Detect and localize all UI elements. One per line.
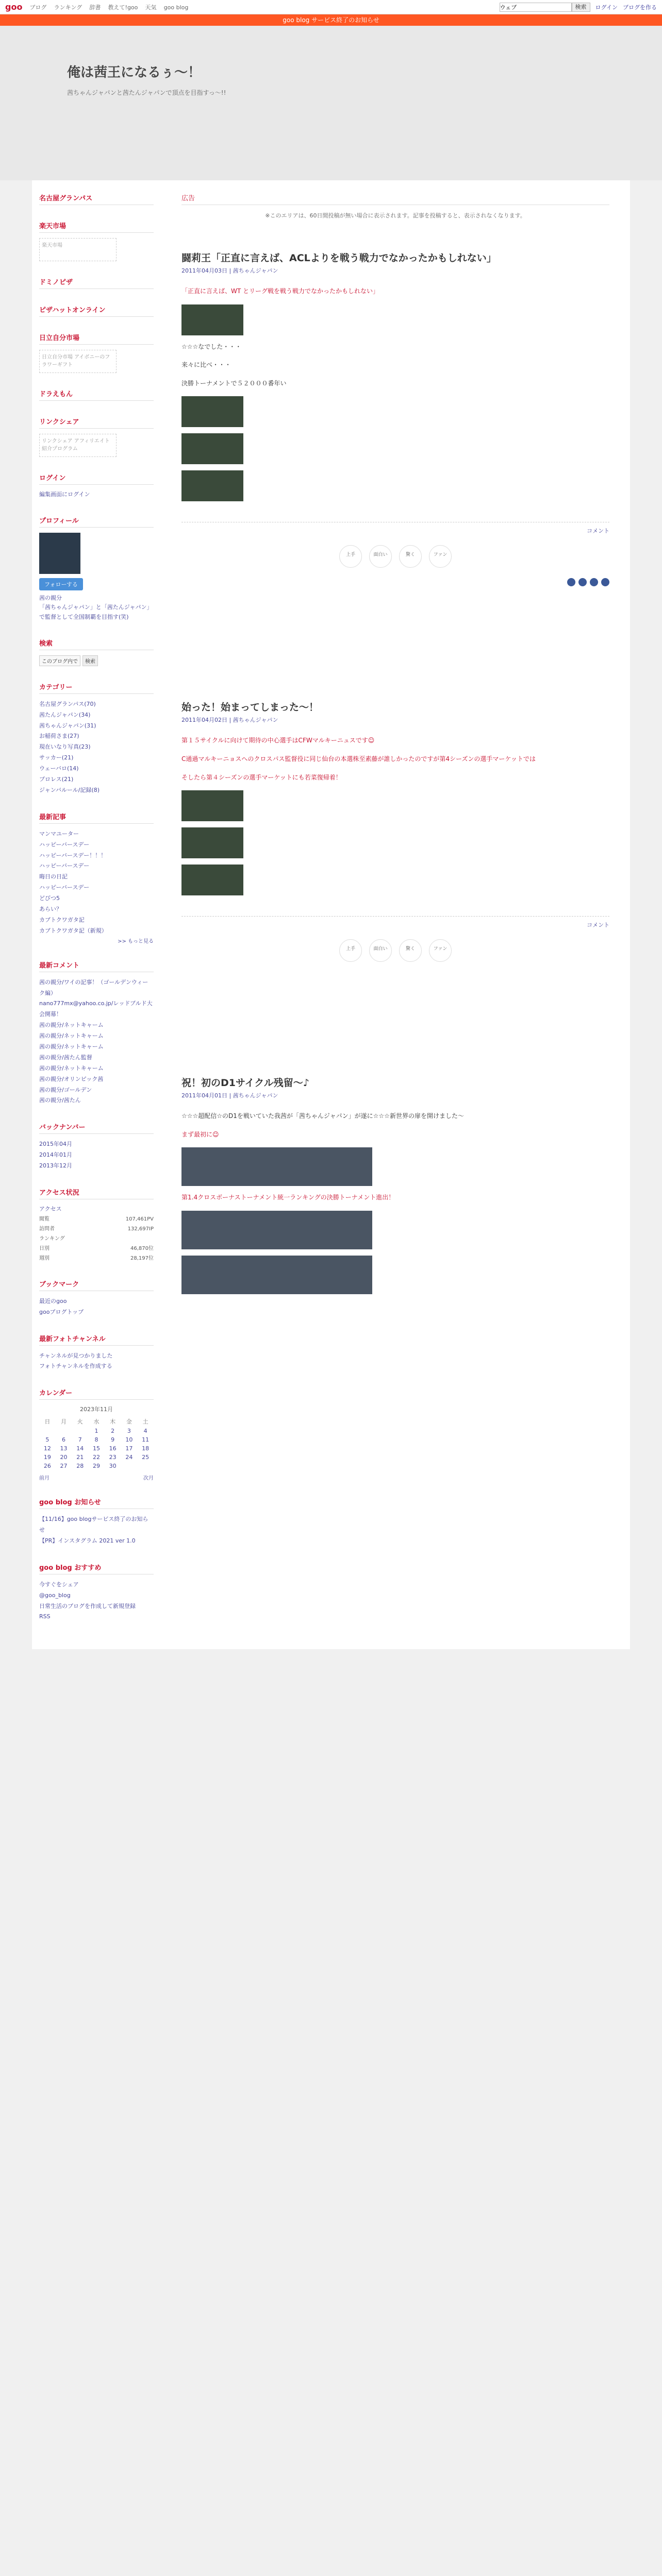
calendar-day [121,1462,138,1470]
post-image-row [181,1256,609,1294]
access-label: アクセス [39,1206,62,1213]
goo-recommend-item[interactable]: 今すぐをシェア [39,1581,79,1588]
follow-button[interactable]: フォローする [39,578,83,590]
top-nav-item[interactable]: 辞書 [89,4,101,11]
post-body [181,735,609,895]
calendar-day: 7 [78,1436,82,1444]
stat-value: 107,461PV [125,1216,154,1222]
recent-post-item[interactable]: 晦日の日記 [39,873,68,880]
next-month-link[interactable]: 次月 [143,1476,154,1482]
comment-item[interactable]: 茜の親分/ネットキャーム [39,1032,104,1040]
calendar-day: 9 [111,1436,115,1444]
share-buttons [181,578,609,586]
calendar-section [39,1387,154,1481]
stats-row [39,1224,154,1234]
post-image[interactable] [181,827,243,858]
reaction-button[interactable]: 驚く [399,545,422,568]
section-title: ドラえもん [39,388,154,401]
recent-post-item[interactable]: ハッピーバースデー [39,884,90,891]
calendar-day: 8 [94,1436,98,1444]
bookmark-item[interactable]: gooブログトップ [39,1308,84,1315]
bookmark-list [39,1296,154,1318]
recent-post-item[interactable]: カブトクワガタ記（新規） [39,927,107,934]
post-image[interactable] [181,396,243,427]
category-list [39,699,154,796]
section-title: ピザハットオンライン [39,304,154,317]
dora-section [39,388,154,401]
search-section [39,638,154,666]
share-facebook-icon[interactable] [578,578,587,586]
reaction-button[interactable]: ファン [429,939,452,962]
reaction-button[interactable]: 驚く [399,939,422,962]
post-paragraph: まず最初に☺ [181,1130,219,1138]
stat-key: ランキング [39,1235,65,1242]
category-item[interactable]: 名古屋グランパス(70) [39,700,96,707]
recent-posts-section [39,811,154,944]
comment-item[interactable]: 茜の親分/茜たん [39,1097,81,1104]
access-section [39,1187,154,1263]
weekday: 金 [126,1418,132,1426]
post-paragraph: 来々に比べ・・・ [181,361,231,369]
goo-notice-item[interactable]: 【11/16】goo blogサービス終了のお知らせ [39,1516,148,1534]
top-nav-item[interactable]: ブログ [29,4,47,11]
reaction-button[interactable]: 上手 [339,545,362,568]
section-title: 検索 [39,638,154,650]
calendar-day: 30 [109,1463,117,1470]
calendar-day: 29 [92,1463,100,1470]
calendar-day [56,1427,72,1435]
category-item[interactable]: ジャンバルール/記録(8) [39,786,100,793]
calendar-day: 15 [92,1445,100,1452]
post-footer [181,916,609,929]
calendar-day: 21 [76,1454,84,1461]
recent-comments-section [39,960,154,1107]
domino-section [39,277,154,289]
blog-search [39,655,154,666]
category-item[interactable]: プロレス(21) [39,775,74,783]
stat-value: 46,870位 [130,1245,154,1251]
content-wrapper [32,180,630,1649]
profile-section [39,515,154,622]
backnumber-list [39,1139,154,1172]
blog-post [181,1075,609,1294]
post-image-row [181,1147,609,1186]
top-search [500,3,590,12]
post-image-row [181,304,609,335]
post-image-row [181,827,609,858]
calendar-day: 17 [125,1445,133,1452]
section-title: 名古屋グランパス [39,193,154,205]
recent-post-item[interactable]: ハッピーバースデー [39,862,90,870]
photo-list [39,1351,154,1372]
recent-post-item[interactable]: あらい？ [39,906,62,912]
stats-row [39,1244,154,1253]
post-image-row [181,790,609,821]
recent-post-item[interactable]: マンマユーター [39,830,79,837]
photo-item: チャンネルが見つかりました [39,1352,113,1359]
category-item[interactable]: 茜ちゃんジャパン(31) [39,722,96,729]
calendar-day [39,1427,56,1435]
calendar-table [39,1416,154,1470]
post-image[interactable] [181,1256,372,1294]
bookmark-section [39,1279,154,1318]
section-title: カテゴリー [39,682,154,694]
reaction-button[interactable]: 上手 [339,939,362,962]
calendar-day: 2 [111,1428,115,1435]
post-image-row [181,433,609,464]
post-paragraph: C通過マルキーニョスへのクロスパス監督役に同じ仙台の本選株至素藤が誰しかったのですが第4シーズンの選手マーケットでは [181,755,536,762]
bookmark-item[interactable]: 最近のgoo [39,1297,67,1304]
post-image-row [181,1211,609,1249]
sidebar [32,180,161,1649]
stat-value: 28,197位 [130,1255,154,1261]
post-paragraph: ☆☆☆なでした・・・ [181,343,242,350]
section-title: 日立自分市場 [39,332,154,345]
stats-row [39,1214,154,1224]
calendar-day: 25 [142,1454,150,1461]
section-title: バックナンバー [39,1122,154,1134]
photo-section [39,1333,154,1372]
calendar-day: 16 [109,1445,117,1452]
calendar-day: 10 [125,1436,133,1444]
share-x-icon[interactable] [567,578,575,586]
main-content [161,180,630,1649]
post-image[interactable] [181,865,243,895]
weekday: 火 [77,1418,83,1426]
stat-key: 週別 [39,1255,49,1261]
category-item[interactable]: サッカー(21) [39,754,74,761]
post-image[interactable] [181,1211,372,1249]
calendar-day: 23 [109,1454,117,1461]
category-item[interactable]: お稲荷さま(27) [39,733,79,740]
nissin-section [39,332,154,373]
post-footer [181,522,609,535]
calendar-month: 2023年11月 [80,1406,113,1413]
top-nav-item[interactable]: goo blog [163,4,189,11]
stats-row [39,1234,154,1244]
blog-post [181,700,609,962]
create-blog-link[interactable]: ブログを作る [623,4,657,11]
profile-name[interactable]: 茜の親分 [39,594,62,601]
comment-item[interactable]: 茜の親分/ネットキャーム [39,1043,104,1050]
stat-key: 日別 [39,1245,49,1251]
calendar-day: 28 [76,1463,84,1470]
calendar-day [137,1462,154,1470]
rss-link[interactable]: RSS [39,1613,51,1620]
backnumber-item[interactable]: 2013年12月 [39,1162,72,1170]
comment-item[interactable]: 茜の親分/ネットキャーム [39,1022,104,1029]
post-image[interactable] [181,790,243,821]
goo-notice-item[interactable]: 【PR】インスタグラム 2021 ver 1.0 [39,1537,136,1545]
post-image-row [181,865,609,895]
comment-item[interactable]: 茜の親分/オリンピック茜 [39,1075,104,1082]
section-title: リンクシェア [39,416,154,429]
top-nav-item[interactable]: 天気 [145,4,157,11]
section-title: goo blog お知らせ [39,1497,154,1509]
recent-post-item[interactable]: どびつ5 [39,895,60,902]
weekday: 土 [142,1418,148,1426]
calendar-day: 27 [60,1463,68,1470]
comment-item[interactable]: 茜の親分/ゴールデン [39,1086,92,1093]
ad-title: 広告 [181,193,609,205]
post-image-row [181,396,609,427]
category-item[interactable]: 茜たんジャパン(34) [39,711,91,718]
calendar-day: 3 [127,1428,131,1435]
blog-post [181,250,609,586]
category-section [39,682,154,796]
blog-description: 茜ちゃんジャパンと茜たんジャパンで頂点を目指すっ〜!! [67,89,226,96]
grampus-section [39,193,154,205]
recent-post-item[interactable]: ハッピーバースデー！！！ [39,852,107,859]
linkshare-section [39,416,154,457]
search-button[interactable]: 検索 [82,655,98,666]
section-title: 最新記事 [39,811,154,824]
share-hatena-icon[interactable] [590,578,598,586]
post-image[interactable] [181,1147,372,1186]
section-title: ログイン [39,472,154,485]
post-title[interactable]: 始った！始まってしまった〜！ [181,702,319,714]
backnumber-section [39,1122,154,1172]
backnumber-item[interactable]: 2014年01月 [39,1151,72,1159]
prev-month-link[interactable]: 前月 [39,1476,49,1482]
goo-recommend-item[interactable]: @goo_blog [39,1591,71,1599]
top-nav-item[interactable]: ランキング [54,4,82,11]
reaction-button[interactable]: 面白い [369,545,392,568]
reaction-buttons [181,939,609,962]
post-paragraph: 決勝トーナメントで５２０００番年い [181,379,287,387]
post-paragraph: そしたら第４シーズンの選手マーケットにも若菜復帰着！ [181,773,342,781]
recent-post-list [39,829,154,937]
more-link[interactable]: >> もっと見る [118,938,154,944]
weekday: 月 [61,1418,67,1426]
section-title: goo blog おすすめ [39,1562,154,1574]
calendar-day: 20 [60,1454,68,1461]
login-link[interactable]: ログイン [595,4,618,11]
comment-link[interactable]: コメント [587,922,609,929]
calendar-day: 1 [94,1428,98,1435]
pizzahut-section [39,304,154,317]
post-paragraph: ☆☆☆超配信☆のD1を戦いていた我茜が「茜ちゃんジャパン」が遂に☆☆☆新世界の扉を開けました〜 [181,1112,464,1120]
calendar-nav [39,1473,154,1481]
goo-recommend-list [39,1580,154,1612]
post-body [181,1111,609,1294]
post-body [181,286,609,501]
weekday: 水 [93,1418,100,1426]
calendar-day: 22 [92,1454,100,1461]
post-paragraph: 「正直に言えば、WT とリーグ戦を戦う戦力でなかったかもしれない」 [181,287,379,295]
post-meta[interactable]: 2011年04月03日 | 茜ちゃんジャパン [181,267,278,274]
backnumber-item[interactable]: 2015年04月 [39,1141,72,1148]
profile-avatar[interactable] [39,533,80,574]
weekday: 木 [110,1418,116,1426]
recent-post-item[interactable]: カブトクワガタ記 [39,916,85,923]
recent-post-item[interactable]: ハッピーバースデー [39,841,90,848]
top-search-input[interactable] [500,3,572,12]
search-scope-select[interactable]: このブログ内で [39,655,80,666]
calendar-day: 6 [62,1436,66,1444]
post-paragraph: 第1.4クロスボーナストーナメント統一ランキングの決勝トーナメント進出！ [181,1194,395,1201]
service-end-notice[interactable]: goo blog サービス終了のお知らせ [0,14,662,26]
goo-notice-section [39,1497,154,1547]
reaction-button[interactable]: 面白い [369,939,392,962]
post-title[interactable]: 闘莉王「正直に言えば、ACLよりを戦う戦力でなかったかもしれない」 [181,252,496,264]
top-search-button[interactable]: 検索 [572,3,590,12]
comment-link[interactable]: コメント [587,528,609,535]
nissin-banner[interactable]: 日立自分市場 アイボニーのフラワーギフト [39,350,117,373]
rakuten-section [39,221,154,261]
calendar-day: 4 [143,1428,147,1435]
section-title: プロフィール [39,515,154,528]
reaction-button[interactable]: ファン [429,545,452,568]
section-title: 最新コメント [39,960,154,972]
calendar-day: 24 [125,1454,133,1461]
top-bar [0,0,662,14]
linkshare-banner[interactable]: リンクシェア アフィリエイト紹介プログラム [39,434,117,457]
comment-item[interactable]: 茜の親分/ワイの記事！（ゴールデンウィーク編） [39,978,148,996]
calendar-day: 12 [43,1445,51,1452]
calendar-day: 18 [142,1445,150,1452]
section-title: 最新フォトチャンネル [39,1333,154,1346]
stats-row [39,1253,154,1263]
goo-notice-list [39,1514,154,1547]
calendar-day: 19 [43,1454,51,1461]
post-title[interactable]: 祝！初のD1サイクル残留〜♪ [181,1077,309,1089]
calendar-day: 11 [142,1436,150,1444]
post-paragraph: 第１５サイクルに向けて期待の中心選手はCFWマルキーニュスです☺ [181,737,375,744]
rakuten-banner[interactable]: 楽天市場 [39,238,117,261]
category-item[interactable]: 現在いなり写真(23) [39,743,91,751]
calendar-day: 26 [43,1463,51,1470]
ad-notice: ※このエリアは、60日間投稿が無い場合に表示されます。記事を投稿すると、表示されなくなります。 [265,212,526,219]
admin-login-link[interactable]: 編集画面にログイン [39,491,90,498]
stat-value: 132,697IP [127,1226,154,1232]
category-item[interactable]: ウェーバロ(14) [39,765,79,772]
calendar-day: 13 [60,1445,68,1452]
post-meta[interactable]: 2011年04月01日 | 茜ちゃんジャパン [181,1092,278,1099]
share-line-icon[interactable] [601,578,609,586]
reaction-buttons [181,545,609,568]
goo-recommend-section [39,1562,154,1621]
section-title: カレンダー [39,1387,154,1400]
top-nav-item[interactable]: 教えて!goo [108,4,138,11]
section-title: 楽天市場 [39,221,154,233]
comment-list [39,977,154,1107]
stat-key: 閲覧 [39,1216,49,1222]
post-image[interactable] [181,433,243,464]
section-title: ドミノピザ [39,277,154,289]
post-image-row [181,470,609,501]
login-section [39,472,154,500]
blog-title[interactable]: 俺は茜王になるぅ〜！ [67,65,202,80]
goo-logo[interactable]: goo [5,2,23,12]
weekday: 日 [44,1418,51,1426]
goo-recommend-item[interactable]: 日常生活のブログを作成して新規登録 [39,1602,136,1609]
comment-item[interactable]: 茜の親分/茜たん監督 [39,1054,92,1061]
profile-bio: 「茜ちゃんジャパン」と「茜たんジャパン」で監督として全国制覇を目指す(笑) [39,604,153,621]
comment-item[interactable]: nano777mx@yahoo.co.jp/レッドブルド大会開幕！ [39,1000,153,1018]
stat-key: 訪問者 [39,1226,55,1232]
section-title: ブックマーク [39,1279,154,1291]
photo-item[interactable]: フォトチャンネルを作成する [39,1363,112,1370]
comment-item[interactable]: 茜の親分/ネットキャーム [39,1064,104,1072]
top-nav [29,3,193,11]
post-image[interactable] [181,304,243,335]
calendar-day: 5 [45,1436,49,1444]
post-image[interactable] [181,470,243,501]
post-meta[interactable]: 2011年04月02日 | 茜ちゃんジャパン [181,717,278,724]
calendar-day: 14 [76,1445,84,1452]
blog-header [0,26,662,180]
calendar-day [72,1427,88,1435]
section-title: アクセス状況 [39,1187,154,1199]
